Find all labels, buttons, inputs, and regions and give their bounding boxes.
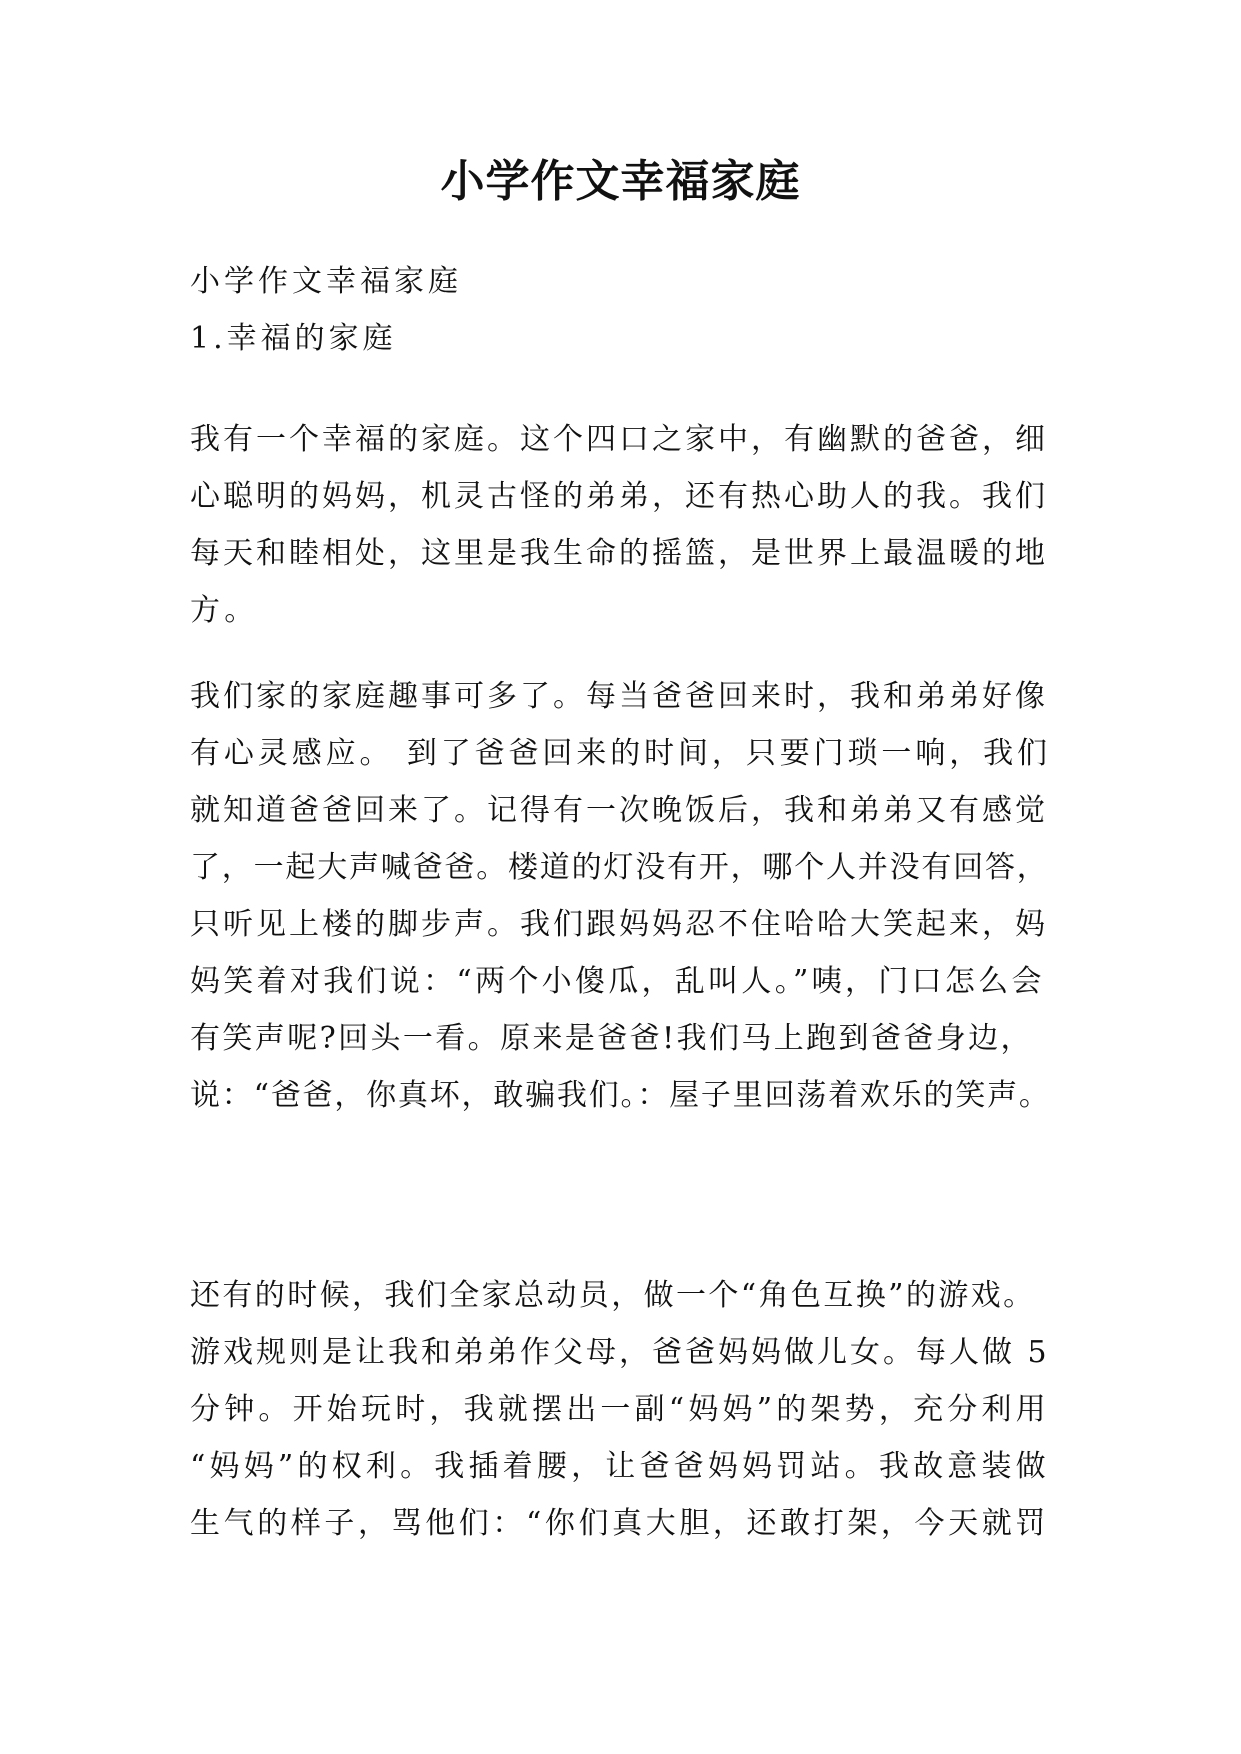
paragraph-line: 方。 xyxy=(190,593,259,628)
paragraph-line: 妈笑着对我们说：“两个小傻瓜，乱叫人。”咦，门口怎么会 xyxy=(190,964,1045,999)
paragraph-line: 了，一起大声喊爸爸。楼道的灯没有开，哪个人并没有回答， xyxy=(190,850,1049,885)
paragraph-1 xyxy=(190,411,1052,639)
paragraph-line: 还有的时候，我们全家总动员，做一个“角色互换”的游戏。 xyxy=(190,1278,1036,1313)
paragraph-line: 分钟。开始玩时，我就摆出一副“妈妈”的架势，充分利用 xyxy=(190,1392,1050,1427)
paragraph-line: 有心灵感应。 到了爸爸回来的时间，只要门琐一响，我们 xyxy=(190,736,1051,771)
paragraph-line: 我们家的家庭趣事可多了。每当爸爸回来时，我和弟弟好像 xyxy=(190,679,1048,714)
paragraph-3 xyxy=(190,1267,1052,1552)
paragraph-line: 就知道爸爸回来了。记得有一次晚饭后，我和弟弟又有感觉 xyxy=(190,793,1048,828)
paragraph-2 xyxy=(190,668,1052,1124)
paragraph-line: “妈妈”的权利。我插着腰，让爸爸妈妈罚站。我故意装做 xyxy=(190,1449,1050,1484)
section-heading: 1.幸福的家庭 xyxy=(190,321,397,356)
paragraph-line: 游戏规则是让我和弟弟作父母，爸爸妈妈做儿女。每人做 5 xyxy=(190,1335,1050,1370)
paragraph-line: 我有一个幸福的家庭。这个四口之家中，有幽默的爸爸，细 xyxy=(190,422,1048,457)
paragraph-line: 每天和睦相处，这里是我生命的摇篮，是世界上最温暖的地 xyxy=(190,536,1048,571)
paragraph-line: 有笑声呢?回头一看。原来是爸爸!我们马上跑到爸爸身边， xyxy=(190,1021,1033,1056)
paragraph-line: 生气的样子，骂他们：“你们真大胆，还敢打架，今天就罚 xyxy=(190,1506,1049,1541)
paragraph-line: 只听见上楼的脚步声。我们跟妈妈忍不住哈哈大笑起来，妈 xyxy=(190,907,1048,942)
paragraph-line: 说：“爸爸，你真坏，敢骗我们。：屋子里回荡着欢乐的笑声。 xyxy=(190,1078,1051,1113)
document-subtitle: 小学作文幸福家庭 xyxy=(190,264,462,299)
document-title: 小学作文幸福家庭 xyxy=(440,156,801,207)
paragraph-line: 心聪明的妈妈，机灵古怪的弟弟，还有热心助人的我。我们 xyxy=(190,479,1048,514)
